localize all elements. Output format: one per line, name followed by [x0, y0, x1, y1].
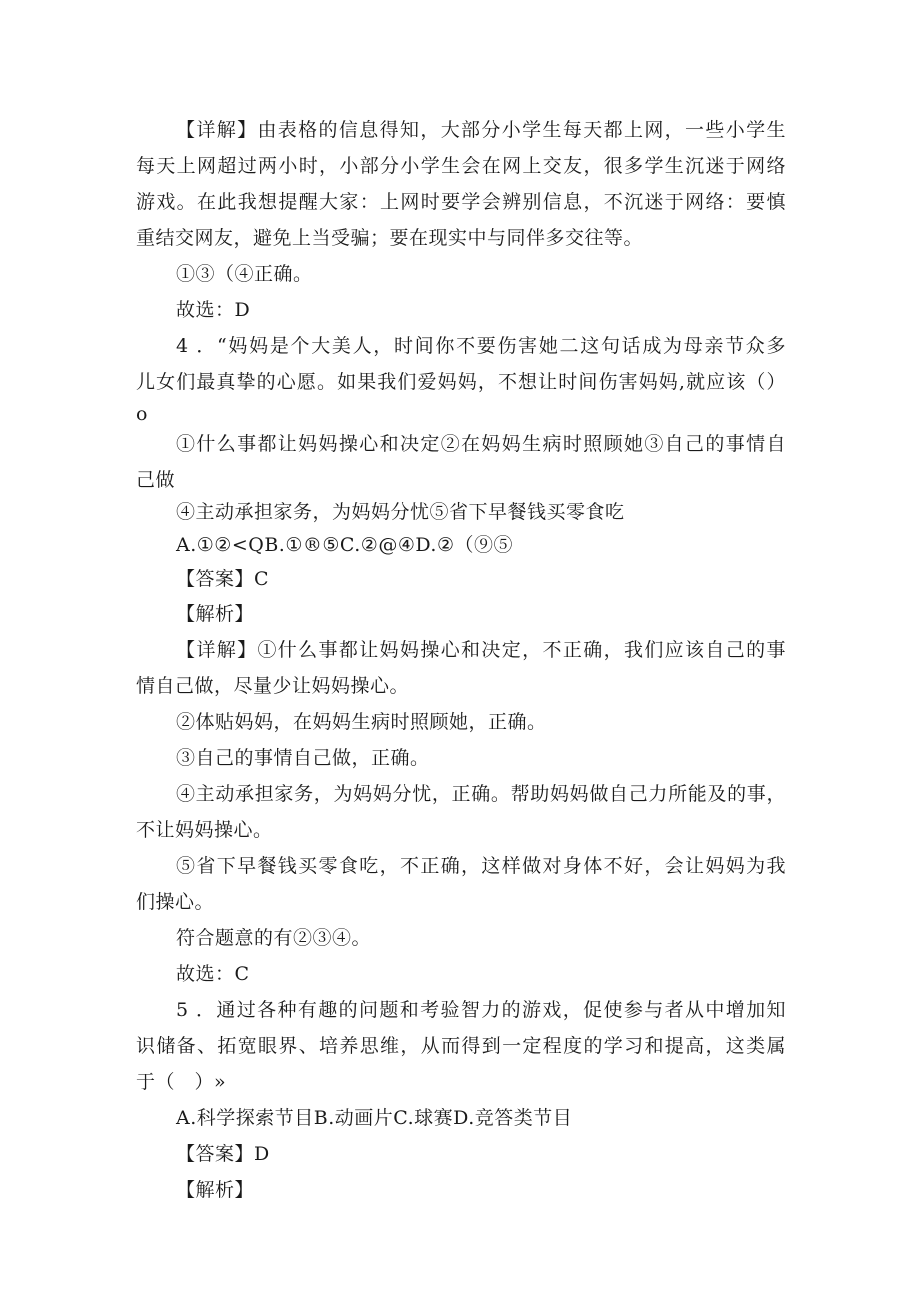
answer-label-4: 【答案】C [176, 568, 270, 590]
question-4-options-line-3: ④主动承担家务，为妈妈分忧⑤省下早餐钱买零食吃 [176, 501, 625, 523]
text-line-5: ①③（④正确。 [176, 263, 313, 285]
question-4-choices: A.①②<QB.①®⑤C.②@④D.②（⑨⑤ [176, 534, 513, 556]
answer-label-5: 【答案】D [176, 1143, 270, 1165]
detail-line-6: 不让妈妈操心。 [136, 819, 273, 841]
text-line-1: 【详解】由表格的信息得知，大部分小学生每天都上网，一些小学生 [176, 119, 786, 141]
question-5-line-2: 识储备、拓宽眼界、培养思维，从而得到一定程度的学习和提高，这类属 [136, 1035, 786, 1057]
question-5-line-1: 5 ．通过各种有趣的问题和考验智力的游戏，促使参与者从中增加知 [176, 999, 786, 1021]
question-4-line-1: 4 ．“妈妈是个大美人，时间你不要伤害她二这句话成为母亲节众多 [176, 335, 786, 357]
question-4-line-3: o [136, 403, 148, 425]
detail-line-9: 符合题意的有②③④。 [176, 927, 372, 949]
detail-line-3: ②体贴妈妈，在妈妈生病时照顾她，正确。 [176, 711, 547, 733]
text-line-2: 每天上网超过两小时，小部分小学生会在网上交友，很多学生沉迷于网络 [136, 155, 786, 177]
analysis-label-5: 【解析】 [176, 1179, 255, 1201]
question-4-options-line-1: ①什么事都让妈妈操心和决定②在妈妈生病时照顾她③自己的事情自 [176, 433, 786, 455]
question-4-options-line-2: 己做 [136, 469, 176, 491]
detail-line-4: ③自己的事情自己做，正确。 [176, 747, 430, 769]
question-4-line-2: 儿女们最真挚的心愿。如果我们爱妈妈，不想让时间伤害妈妈,就应该（） [136, 371, 786, 393]
detail-line-8: 们操心。 [136, 891, 215, 913]
question-5-line-3: 于（ ）» [136, 1071, 227, 1093]
detail-line-7: ⑤省下早餐钱买零食吃，不正确，这样做对身体不好，会让妈妈为我 [176, 855, 786, 877]
detail-line-10: 故选：C [176, 963, 250, 985]
analysis-label-4: 【解析】 [176, 603, 255, 625]
detail-line-5: ④主动承担家务，为妈妈分忧，正确。帮助妈妈做自己力所能及的事， [176, 783, 786, 805]
text-line-6: 故选：D [176, 299, 251, 321]
detail-line-1: 【详解】①什么事都让妈妈操心和决定，不正确，我们应该自己的事 [176, 639, 786, 661]
detail-line-2: 情自己做，尽量少让妈妈操心。 [136, 675, 410, 697]
question-5-choices: A.科学探索节目B.动画片C.球赛D.竞答类节目 [176, 1107, 573, 1129]
text-line-3: 游戏。在此我想提醒大家：上网时要学会辨别信息，不沉迷于网络：要慎 [136, 191, 786, 213]
text-line-4: 重结交网友，避免上当受骗；要在现实中与同伴多交往等。 [136, 227, 644, 249]
